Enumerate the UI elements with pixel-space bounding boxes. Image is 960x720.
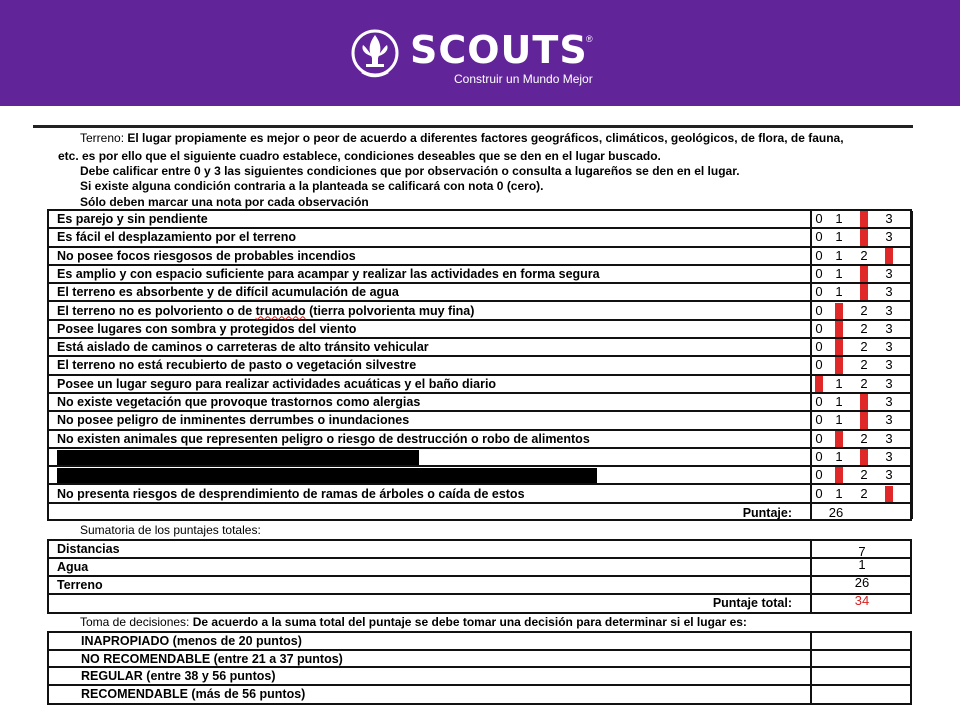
score-option-2[interactable]: 2 [860,284,868,300]
decision-option-row[interactable] [49,686,910,704]
terrain-row [49,339,910,357]
decision-option-label: RECOMENDABLE (más de 56 puntos) [81,686,306,701]
score-option-1[interactable]: 1 [835,211,843,226]
score-option-3[interactable]: 3 [885,247,893,263]
score-option-3[interactable]: 3 [885,339,893,355]
terrain-row-label: Es parejo y sin pendiente [57,212,208,226]
terrain-row [49,467,910,485]
brand-name: SCOUTS [410,28,588,72]
score-option-2[interactable]: 2 [860,211,868,226]
score-option-0[interactable]: 0 [815,412,823,428]
summary-title: Sumatoria de los puntajes totales: [80,523,261,537]
intro-label: Terreno: [80,131,125,145]
score-option-1[interactable]: 1 [835,247,843,263]
score-option-0[interactable]: 0 [815,284,823,300]
score-option-1[interactable]: 1 [835,412,843,428]
score-option-3[interactable]: 3 [885,320,893,336]
score-option-3[interactable]: 3 [885,302,893,318]
score-option-1[interactable]: 1 [835,284,843,300]
spellcheck-mark: trumado [255,303,306,318]
redacted-text [57,468,597,483]
score-option-3[interactable]: 3 [885,284,893,300]
score-option-0[interactable]: 0 [815,247,823,263]
score-option-2[interactable]: 2 [860,412,868,428]
score-option-2[interactable]: 2 [860,265,868,281]
score-option-3[interactable]: 3 [885,375,893,391]
decision-heading: Toma de decisiones: De acuerdo a la suma total del puntaje se debe tomar una decisión para determinar si el lugar es: [80,615,747,629]
score-option-1[interactable]: 1 [835,448,843,464]
summary-table [47,539,912,614]
score-option-1[interactable]: 1 [835,430,843,446]
score-option-1[interactable]: 1 [835,375,843,391]
score-option-0[interactable]: 0 [815,448,823,464]
score-option-2[interactable]: 2 [860,302,868,318]
score-option-3[interactable]: 3 [885,430,893,446]
score-option-0[interactable]: 0 [815,467,823,483]
terrain-row-label: Es fácil el desplazamiento por el terreno [57,230,296,245]
summary-row [49,559,910,577]
summary-total-label: Puntaje total: [712,596,792,610]
terrain-row [49,486,910,504]
terrain-row [49,248,910,266]
score-option-2[interactable]: 2 [860,375,868,391]
decision-option-row[interactable] [49,633,910,651]
summary-row-value: 1 [858,557,866,572]
score-option-3[interactable]: 3 [885,485,893,501]
terrain-table [47,209,912,521]
score-option-0[interactable]: 0 [815,485,823,501]
summary-total-row [49,595,910,612]
terrain-row [49,449,910,467]
score-option-0[interactable]: 0 [815,265,823,281]
terrain-row-label: No existen animales que representen peligro o riesgo de destrucción o robo de alimentos [57,431,590,446]
decision-label: Toma de decisiones: [80,615,190,629]
score-option-2[interactable]: 2 [860,357,868,373]
score-option-0[interactable]: 0 [815,357,823,373]
terrain-row [49,357,910,375]
score-option-2[interactable]: 2 [860,467,868,483]
terrain-row-label: No posee peligro de inminentes derrumbes o inundaciones [57,413,410,428]
terrain-total-label: Puntaje: [742,505,792,520]
terrain-row [49,284,910,302]
table-divider [911,211,913,519]
score-option-1[interactable]: 1 [835,357,843,373]
score-option-2[interactable]: 2 [860,247,868,263]
score-option-3[interactable]: 3 [885,265,893,281]
terrain-row [49,412,910,430]
summary-row-value: 7 [858,544,866,559]
terrain-row [49,431,910,449]
scouts-logo[interactable] [350,28,600,90]
header-banner [0,0,960,106]
score-option-2[interactable]: 2 [860,229,868,245]
terrain-row-label: Posee un lugar seguro para realizar actividades acuáticas y el baño diario [57,376,497,391]
score-option-2[interactable]: 2 [860,430,868,446]
score-option-1[interactable]: 1 [835,229,843,245]
score-option-0[interactable]: 0 [815,302,823,318]
score-option-1[interactable]: 1 [835,485,843,501]
score-option-1[interactable]: 1 [835,339,843,355]
document-top-rule [33,125,913,128]
score-option-0[interactable]: 0 [815,320,823,336]
fleur-de-lis-icon [350,28,400,82]
terrain-row-label: Posee lugares con sombra y protegidos del viento [57,321,357,336]
score-option-1[interactable]: 1 [835,265,843,281]
score-option-2[interactable]: 2 [860,485,868,501]
registered-mark: ® [586,34,593,44]
terrain-row-label: El terreno no está recubierto de pasto o vegetación silvestre [57,358,417,373]
terrain-row-label: No posee focos riesgosos de probables incendios [57,248,356,263]
score-option-3[interactable]: 3 [885,448,893,464]
score-option-0[interactable]: 0 [815,375,823,391]
intro-line-3: Debe calificar entre 0 y 3 las siguientes condiciones que por observación o consulta a lugareños se den en el lugar. [80,164,740,178]
terrain-total-value: 26 [828,504,844,520]
score-option-1[interactable]: 1 [835,394,843,409]
score-option-0[interactable]: 0 [815,229,823,245]
score-option-3[interactable]: 3 [885,211,893,226]
intro-line-2: etc. es por ello que el siguiente cuadro establece, condiciones deseables que se den en el lugar buscado. [58,149,661,163]
brand-tagline: Construir un Mundo Mejor [454,72,593,86]
terrain-row-label: Está aislado de caminos o carreteras de alto tránsito vehicular [57,340,429,355]
score-option-0[interactable]: 0 [815,430,823,446]
terrain-row-label: No presenta riesgos de desprendimiento de ramas de árboles o caída de estos [57,486,525,501]
summary-row [49,541,910,559]
score-option-0[interactable]: 0 [815,339,823,355]
score-option-1[interactable]: 1 [835,467,843,483]
terrain-row [49,321,910,339]
decision-option-label: NO RECOMENDABLE (entre 21 a 37 puntos) [81,651,343,666]
score-option-3[interactable]: 3 [885,412,893,428]
terrain-row-label: El terreno no es polvoriento o de trumado (tierra polvorienta muy fina) [57,303,475,318]
summary-row-value: 26 [854,575,870,590]
terrain-row-label: No existe vegetación que provoque trastornos como alergias [57,395,421,409]
summary-row [49,577,910,595]
terrain-total-row [49,504,910,519]
score-option-3[interactable]: 3 [885,467,893,483]
terrain-row [49,211,910,229]
score-option-2[interactable]: 2 [860,394,868,409]
terrain-row [49,394,910,412]
score-option-1[interactable]: 1 [835,302,843,318]
decision-table [47,631,912,705]
summary-total-value: 34 [854,593,870,608]
summary-row-label: Agua [57,560,89,574]
score-option-1[interactable]: 1 [835,320,843,336]
summary-row-label: Distancias [57,542,120,556]
score-option-3[interactable]: 3 [885,229,893,245]
summary-row-label: Terreno [57,578,103,592]
score-option-2[interactable]: 2 [860,320,868,336]
score-option-0[interactable]: 0 [815,211,823,226]
terrain-row [49,266,910,284]
score-option-3[interactable]: 3 [885,357,893,373]
intro-line-5: Sólo deben marcar una nota por cada observación [80,195,369,209]
intro-line-4: Si existe alguna condición contraria a la planteada se calificará con nota 0 (cero). [80,179,544,193]
terrain-row [49,376,910,394]
terrain-row [49,229,910,247]
decision-option-label: REGULAR (entre 38 y 56 puntos) [81,669,276,683]
terrain-row-label: El terreno es absorbente y de difícil acumulación de agua [57,285,399,300]
decision-option-label: INAPROPIADO (menos de 20 puntos) [81,634,302,648]
terrain-row-label: Es amplio y con espacio suficiente para acampar y realizar las actividades en forma segura [57,266,600,281]
redacted-text [57,450,419,465]
score-option-0[interactable]: 0 [815,394,823,409]
score-option-2[interactable]: 2 [860,448,868,464]
decision-option-row[interactable] [49,668,910,686]
intro-line-1: Terreno: El lugar propiamente es mejor o peor de acuerdo a diferentes factores geográficos, climáticos, geológicos, de flora, de fauna, [80,131,844,145]
decision-option-row[interactable] [49,651,910,669]
score-option-3[interactable]: 3 [885,394,893,409]
terrain-row [49,303,910,321]
score-option-2[interactable]: 2 [860,339,868,355]
